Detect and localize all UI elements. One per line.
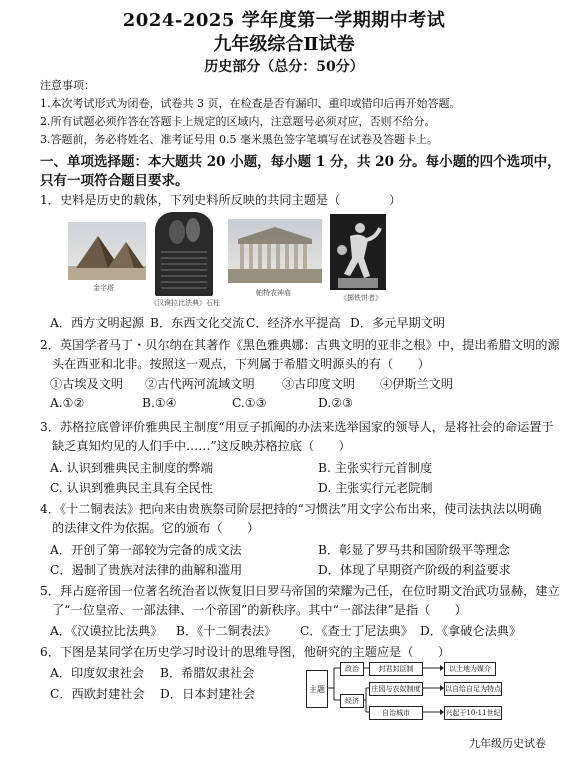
stele-icon bbox=[155, 212, 213, 296]
question-6-stem: 6．下图是某同学在历史学习时设计的思维导图，他研究的主题应是（ ） bbox=[40, 645, 450, 659]
mind-map-free-cities: 自治城市 bbox=[369, 706, 423, 720]
question-2-line1: 2．英国学者马丁・贝尔纳在其著作《黑色雅典娜：古典文明的亚非之根》中，提出希腊文明的源 bbox=[40, 338, 560, 352]
q5-option-a[interactable]: A．《汉谟拉比法典》 bbox=[50, 624, 163, 638]
caption-pyramids: 金字塔 bbox=[93, 284, 114, 292]
mind-map-root: 主题 bbox=[306, 670, 328, 708]
q2-item-4: ④伊斯兰文明 bbox=[380, 377, 454, 391]
question-3-line1: 3．苏格拉底曾评价雅典民主制度“用豆子抓阄的办法来选举国家的领导人，是将社会的命运置于 bbox=[40, 420, 554, 434]
q4-option-a[interactable]: A．开创了第一部较为完备的成文法 bbox=[50, 543, 242, 557]
q3-option-b[interactable]: B. 主张实行元首制度 bbox=[318, 461, 433, 475]
mind-map-self-sufficient: 以自给自足为特点 bbox=[444, 682, 502, 696]
question-2-line2: 头在西亚和北非。按照这一观点，下列属于希腊文明源头的有（ ） bbox=[52, 357, 430, 371]
note-item: 3.答题前，务必将姓名、准考证号用 0.5 毫米黑色签字笔填写在试卷及答题卡上。 bbox=[40, 133, 438, 146]
question-4-line1: 4．《十二铜表法》把向来由贵族祭司阶层把持的“习惯法”用文字公布出来，使司法执法以明确 bbox=[40, 502, 542, 516]
q6-option-a[interactable]: A．印度奴隶社会 bbox=[50, 666, 145, 680]
mind-map-feudal-system: 封君封臣制 bbox=[369, 662, 423, 676]
question-4-line2: 的法律文件为依据。它的颁布（ ） bbox=[52, 521, 260, 535]
question-5-line2: 了“一位皇帝、一部法律、一个帝国”的新秩序。其中“一部法律”是指（ ） bbox=[52, 603, 467, 617]
q6-option-d[interactable]: D．日本封建社会 bbox=[160, 687, 256, 701]
q2-option-a[interactable]: A.①② bbox=[50, 396, 85, 410]
caption-parthenon: 帕特农神庙 bbox=[256, 289, 291, 297]
caption-stele: 《汉谟拉比法典》石柱 bbox=[150, 299, 220, 307]
note-item: 1.本次考试形式为闭卷，试卷共 3 页，在检查是否有漏印、重印或错印后再开始答题。 bbox=[40, 97, 461, 110]
mind-map-land-medium: 以土地为媒介 bbox=[444, 662, 496, 676]
parthenon-image bbox=[228, 219, 322, 283]
q3-option-d[interactable]: D. 主张实行元老院制 bbox=[318, 481, 433, 495]
q3-option-c[interactable]: C. 认识到雅典民主具有全民性 bbox=[50, 481, 213, 495]
q3-option-a[interactable]: A. 认识到雅典民主制度的弊端 bbox=[50, 461, 213, 475]
note-item: 2.所有试题必须作答在答题卡上规定的区域内，注意题号必须对应，否则不给分。 bbox=[40, 115, 436, 128]
q4-option-c[interactable]: C．遏制了贵族对法律的曲解和滥用 bbox=[50, 563, 243, 577]
q2-option-b[interactable]: B.①④ bbox=[142, 396, 177, 410]
question-3-line2: 缺乏真知灼见的人们手中……”这反映苏格拉底（ ） bbox=[52, 439, 351, 453]
discobolus-image bbox=[330, 214, 386, 290]
q6-option-c[interactable]: C．西欧封建社会 bbox=[50, 687, 145, 701]
statue-icon bbox=[330, 214, 386, 290]
q2-item-2: ②古代两河流域文明 bbox=[145, 377, 255, 391]
q5-option-b[interactable]: B．《十二铜表法》 bbox=[176, 624, 277, 638]
pyramid-icon bbox=[68, 222, 146, 280]
notes-heading: 注意事项： bbox=[40, 79, 95, 92]
q4-option-d[interactable]: D．体现了早期资产阶级的利益要求 bbox=[318, 563, 511, 577]
section-heading-line2: 只有一项符合题目要求。 bbox=[40, 173, 189, 189]
mind-map-economy: 经济 bbox=[340, 694, 364, 708]
mind-map-politics: 政治 bbox=[340, 662, 364, 676]
q1-option-d[interactable]: D．多元早期文明 bbox=[350, 316, 446, 330]
q1-option-b[interactable]: B．东西文化交流 bbox=[150, 316, 245, 330]
mind-map-rise-century: 兴起于10-11世纪 bbox=[444, 706, 502, 720]
q6-option-b[interactable]: B．希腊奴隶社会 bbox=[160, 666, 255, 680]
caption-discobolus: 《掷铁饼者》 bbox=[340, 294, 382, 302]
q4-option-b[interactable]: B．彰显了罗马共和国阶级平等理念 bbox=[318, 543, 510, 557]
exam-title: 2024-2025 学年度第一学期期中考试 bbox=[122, 10, 446, 31]
q2-item-3: ③古印度文明 bbox=[282, 377, 356, 391]
q2-option-c[interactable]: C.①③ bbox=[232, 396, 267, 410]
q1-option-c[interactable]: C．经济水平提高 bbox=[246, 316, 341, 330]
parthenon-icon bbox=[228, 219, 322, 283]
pyramids-image bbox=[68, 222, 146, 280]
q5-option-c[interactable]: C．《查士丁尼法典》 bbox=[300, 624, 413, 638]
q5-option-d[interactable]: D．《拿破仑法典》 bbox=[420, 624, 522, 638]
exam-part: 历史部分（总分：50分） bbox=[204, 59, 364, 75]
q1-option-a[interactable]: A．西方文明起源 bbox=[50, 316, 145, 330]
q2-option-d[interactable]: D.②③ bbox=[318, 396, 354, 410]
stele-image bbox=[155, 212, 213, 296]
q2-item-1: ①古埃及文明 bbox=[50, 377, 124, 391]
exam-subtitle: 九年级综合Ⅱ试卷 bbox=[213, 34, 355, 55]
question-1-stem: 1．史料是历史的载体，下列史料所反映的共同主题是（ ） bbox=[40, 193, 402, 207]
question-5-line1: 5．拜占庭帝国一位著名统治者以恢复旧日罗马帝国的荣耀为己任，在位时期文治武功显赫，建立 bbox=[40, 584, 560, 598]
mind-map-manor-system: 庄园与农奴制度 bbox=[369, 682, 423, 696]
section-heading-line1: 一、单项选择题：本大题共 20 小题，每小题 1 分，共 20 分。每小题的四个选项中， bbox=[40, 154, 561, 170]
page-footer: 九年级历史试卷 bbox=[469, 737, 546, 750]
